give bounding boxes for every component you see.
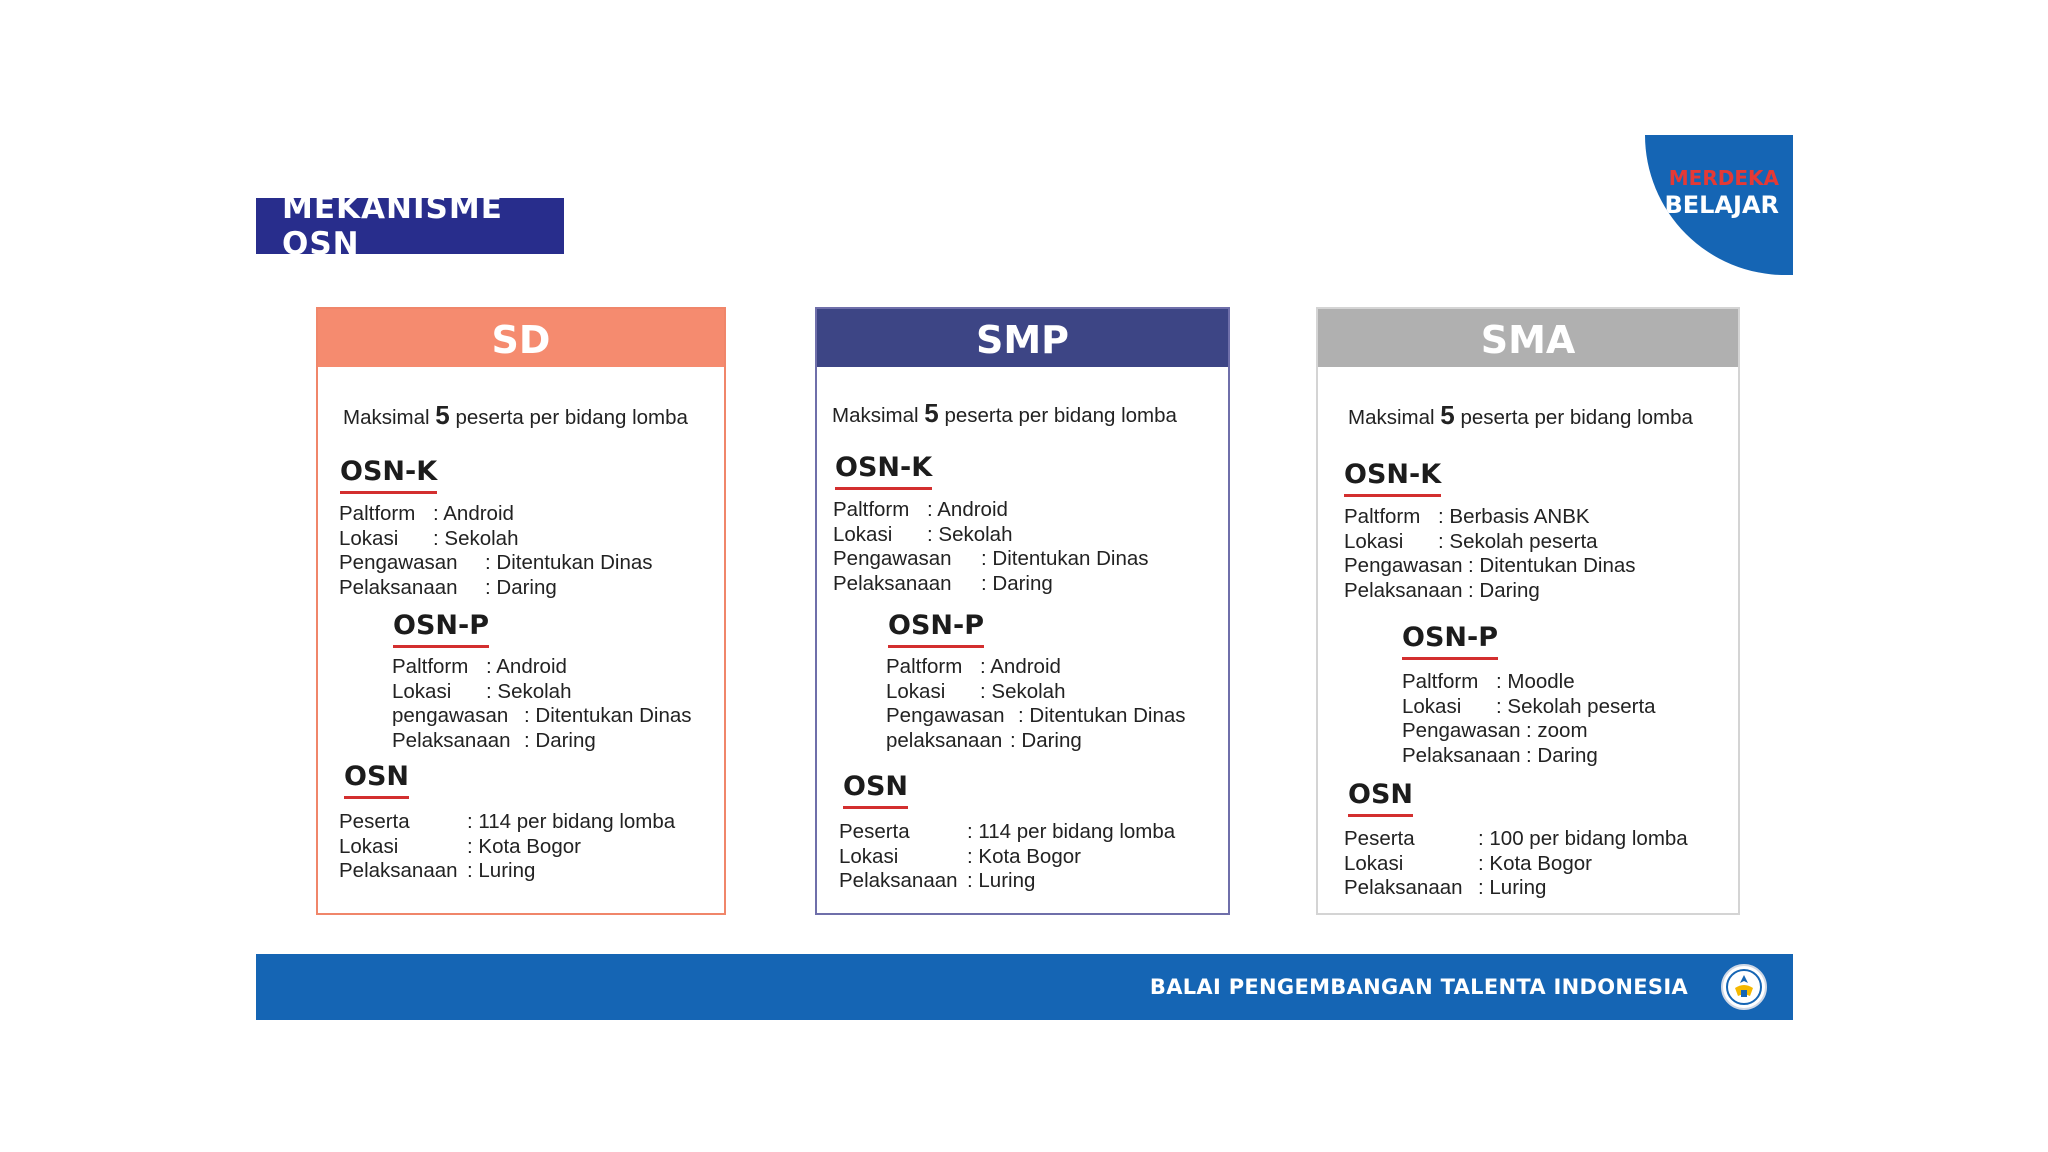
card-header: SMP bbox=[817, 309, 1228, 367]
max-participants bbox=[343, 400, 688, 431]
section-title-osn-k: OSN-K bbox=[835, 452, 932, 490]
card-header: SD bbox=[318, 309, 724, 367]
osn-k-details bbox=[1344, 505, 1734, 603]
detail-row bbox=[1402, 744, 1732, 769]
detail-row bbox=[833, 547, 1223, 572]
max-prefix: Maksimal bbox=[832, 404, 919, 427]
detail-row bbox=[1344, 505, 1734, 530]
card-sma bbox=[1316, 307, 1740, 915]
section-title-osn: OSN bbox=[843, 771, 908, 809]
detail-value: : Android bbox=[433, 502, 514, 525]
detail-row bbox=[833, 498, 1223, 523]
footer-text: BALAI PENGEMBANGAN TALENTA INDONESIA bbox=[1149, 975, 1688, 999]
detail-row bbox=[833, 523, 1223, 548]
detail-value: : Sekolah peserta bbox=[1438, 529, 1598, 553]
section-title-osn-k: OSN-K bbox=[340, 456, 437, 494]
osn-p-details bbox=[392, 655, 722, 753]
detail-label: Lokasi bbox=[1402, 694, 1462, 718]
detail-label: Pengawasan bbox=[1402, 719, 1521, 742]
detail-value: : Android bbox=[486, 655, 567, 678]
detail-label: Pelaksanaan bbox=[839, 869, 958, 892]
detail-value: : Daring bbox=[981, 571, 1053, 595]
detail-value: : Ditentukan Dinas bbox=[1018, 704, 1186, 727]
detail-value: : Kota Bogor bbox=[467, 834, 581, 858]
detail-row bbox=[886, 680, 1226, 705]
detail-label: Paltform bbox=[1402, 670, 1479, 693]
detail-label: Paltform bbox=[833, 498, 910, 521]
badge-line-2: BELAJAR bbox=[1664, 191, 1779, 219]
detail-row bbox=[1344, 827, 1734, 852]
detail-label: Lokasi bbox=[839, 844, 899, 868]
detail-value: : Ditentukan Dinas bbox=[981, 547, 1149, 570]
detail-value: : Daring bbox=[1010, 728, 1082, 752]
detail-row bbox=[1344, 852, 1734, 877]
osn-details bbox=[339, 810, 719, 884]
detail-row bbox=[886, 704, 1226, 729]
detail-label: Pelaksanaan bbox=[392, 728, 511, 752]
detail-label: Lokasi bbox=[392, 679, 452, 703]
detail-label: Peserta bbox=[1344, 827, 1415, 850]
detail-value: : 100 per bidang lomba bbox=[1478, 827, 1688, 850]
detail-value: : zoom bbox=[1526, 719, 1588, 742]
card-smp bbox=[815, 307, 1230, 915]
detail-label: Paltform bbox=[392, 655, 469, 678]
detail-row bbox=[339, 835, 719, 860]
max-prefix: Maksimal bbox=[343, 406, 430, 429]
detail-row bbox=[839, 845, 1229, 870]
detail-label: Lokasi bbox=[886, 679, 946, 703]
detail-row bbox=[1402, 695, 1732, 720]
osn-details bbox=[839, 820, 1229, 894]
detail-label: Pengawasan bbox=[1344, 554, 1463, 577]
detail-label: Lokasi bbox=[339, 526, 399, 550]
detail-label: Pelaksanaan bbox=[1402, 743, 1521, 767]
detail-label: Lokasi bbox=[1344, 529, 1404, 553]
max-number: 5 bbox=[435, 400, 450, 430]
detail-row bbox=[1402, 670, 1732, 695]
detail-row bbox=[839, 820, 1229, 845]
section-title-osn: OSN bbox=[1348, 779, 1413, 817]
max-suffix: peserta per bidang lomba bbox=[455, 406, 688, 429]
max-participants bbox=[832, 398, 1177, 429]
detail-value: : Berbasis ANBK bbox=[1438, 505, 1590, 528]
merdeka-belajar-badge bbox=[1645, 135, 1793, 275]
max-number: 5 bbox=[924, 398, 939, 428]
detail-value: : Daring bbox=[485, 575, 557, 599]
detail-row bbox=[886, 729, 1226, 754]
detail-value: : Luring bbox=[1478, 876, 1547, 899]
detail-label: Pengawasan bbox=[833, 547, 952, 570]
detail-value: : Luring bbox=[467, 859, 536, 882]
detail-row bbox=[833, 572, 1223, 597]
detail-row bbox=[1344, 530, 1734, 555]
card-header: SMA bbox=[1318, 309, 1738, 367]
detail-label: Pelaksanaan bbox=[339, 859, 458, 882]
section-title-osn-k: OSN-K bbox=[1344, 459, 1441, 497]
detail-row bbox=[1344, 554, 1734, 579]
detail-value: : Ditentukan Dinas bbox=[1468, 554, 1636, 577]
osn-p-details bbox=[886, 655, 1226, 753]
detail-value: : 114 per bidang lomba bbox=[967, 820, 1176, 843]
detail-value: : Daring bbox=[524, 728, 596, 752]
section-title-osn-p: OSN-P bbox=[1402, 622, 1498, 660]
detail-label: Peserta bbox=[839, 820, 910, 843]
detail-row bbox=[1402, 719, 1732, 744]
detail-row bbox=[392, 655, 722, 680]
detail-row bbox=[339, 527, 719, 552]
detail-row bbox=[339, 576, 719, 601]
detail-value: : Android bbox=[927, 498, 1008, 521]
footer-bar bbox=[256, 954, 1793, 1020]
detail-label: Paltform bbox=[1344, 505, 1421, 528]
osn-p-details bbox=[1402, 670, 1732, 768]
detail-row bbox=[1344, 876, 1734, 901]
section-title-osn: OSN bbox=[344, 761, 409, 799]
detail-label: Peserta bbox=[339, 810, 410, 833]
section-title-osn-p: OSN-P bbox=[393, 610, 489, 648]
detail-label: Paltform bbox=[339, 502, 416, 525]
detail-value: : Sekolah bbox=[486, 679, 572, 703]
tut-wuri-handayani-emblem-icon bbox=[1721, 964, 1767, 1010]
detail-value: : Daring bbox=[1526, 743, 1598, 767]
osn-k-details bbox=[339, 502, 719, 600]
detail-label: pelaksanaan bbox=[886, 728, 1003, 752]
detail-value: : Android bbox=[980, 655, 1061, 678]
detail-label: Pelaksanaan bbox=[1344, 578, 1463, 602]
detail-label: Paltform bbox=[886, 655, 963, 678]
detail-value: : Kota Bogor bbox=[1478, 851, 1592, 875]
page-title: MEKANISME OSN bbox=[256, 198, 564, 254]
max-suffix: peserta per bidang lomba bbox=[944, 404, 1177, 427]
detail-row bbox=[392, 680, 722, 705]
max-prefix: Maksimal bbox=[1348, 406, 1435, 429]
max-participants bbox=[1348, 400, 1693, 431]
detail-value: : Ditentukan Dinas bbox=[485, 551, 653, 574]
osn-k-details bbox=[833, 498, 1223, 596]
osn-details bbox=[1344, 827, 1734, 901]
detail-value: : Luring bbox=[967, 869, 1036, 892]
badge-line-1: MERDEKA bbox=[1668, 166, 1779, 190]
detail-label: Pengawasan bbox=[339, 551, 458, 574]
detail-value: : Sekolah peserta bbox=[1496, 694, 1656, 718]
detail-row bbox=[1344, 579, 1734, 604]
detail-label: Pelaksanaan bbox=[1344, 876, 1463, 899]
detail-label: Pengawasan bbox=[886, 704, 1005, 727]
section-title-osn-p: OSN-P bbox=[888, 610, 984, 648]
detail-value: : Kota Bogor bbox=[967, 844, 1081, 868]
detail-row bbox=[339, 810, 719, 835]
detail-value: : Moodle bbox=[1496, 670, 1575, 693]
detail-row bbox=[339, 859, 719, 884]
detail-row bbox=[339, 551, 719, 576]
detail-row bbox=[392, 704, 722, 729]
detail-value: : Sekolah bbox=[980, 679, 1066, 703]
detail-label: Pelaksanaan bbox=[339, 575, 458, 599]
detail-label: Lokasi bbox=[833, 522, 893, 546]
detail-value: : Daring bbox=[1468, 578, 1540, 602]
detail-label: Lokasi bbox=[339, 834, 399, 858]
detail-value: : Sekolah bbox=[433, 526, 519, 550]
detail-label: Pelaksanaan bbox=[833, 571, 952, 595]
detail-value: : Sekolah bbox=[927, 522, 1013, 546]
detail-value: : 114 per bidang lomba bbox=[467, 810, 676, 833]
max-number: 5 bbox=[1440, 400, 1455, 430]
detail-value: : Ditentukan Dinas bbox=[524, 704, 692, 727]
detail-row bbox=[339, 502, 719, 527]
detail-row bbox=[392, 729, 722, 754]
detail-label: pengawasan bbox=[392, 704, 509, 727]
detail-row bbox=[886, 655, 1226, 680]
max-suffix: peserta per bidang lomba bbox=[1460, 406, 1693, 429]
detail-label: Lokasi bbox=[1344, 851, 1404, 875]
card-sd bbox=[316, 307, 726, 915]
detail-row bbox=[839, 869, 1229, 894]
